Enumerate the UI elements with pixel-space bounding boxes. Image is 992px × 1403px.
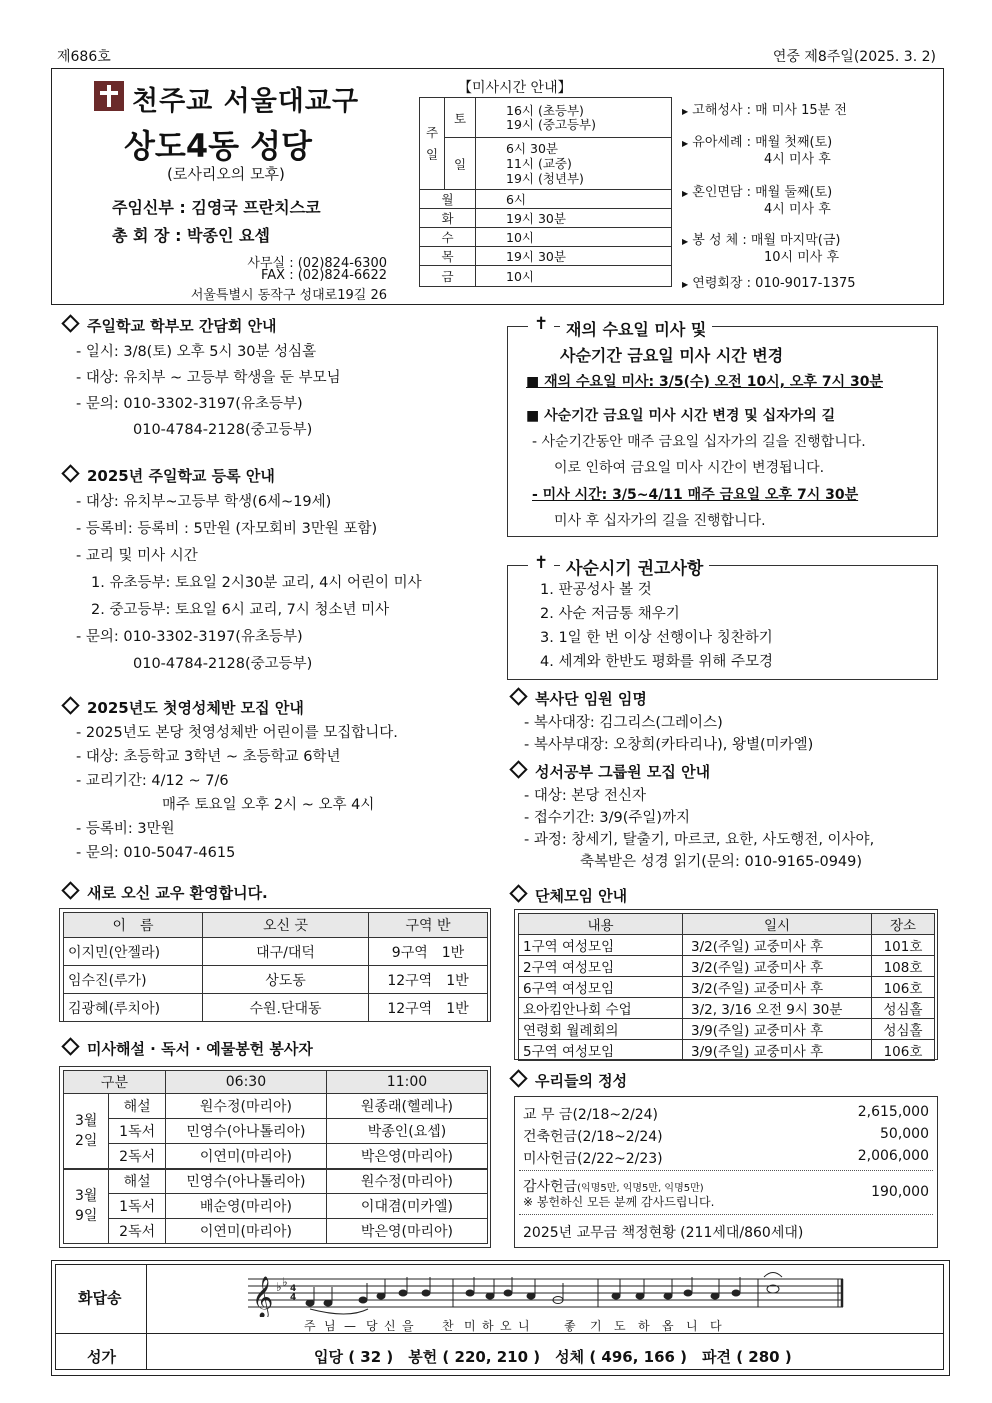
mass-day: 수 [420,228,476,247]
table-row: 3월 2일 해설 원수정(마리아) 원종래(헬레나) [64,1094,488,1119]
footer-box [51,1260,950,1376]
text-line: - 교리기간: 4/12 ~ 7/6 [76,773,229,789]
diamond-icon [61,881,79,899]
groups-table [518,913,935,1061]
section-new-members-title: 새로 오신 교우 환영합니다. [60,880,268,906]
text-line: 이로 인하여 금요일 미사 시간이 변경됩니다. [554,460,825,476]
cross-icon: ✝ [528,553,554,573]
diamond-icon [509,687,527,705]
table-row: 이지민(안젤라) 대구/대덕 9구역 1반 [64,938,488,966]
diamond-icon [509,1069,527,1087]
masthead [51,68,944,305]
table-row: 2독서 이연미(마리아) 박은영(마리아) [64,1144,488,1169]
text-line: 010-4784-2128(중고등부) [133,656,313,672]
list-item: 1. 판공성사 볼 것 [540,582,652,598]
section-title: 성서공부 그룹원 모집 안내 [535,763,711,781]
text-line: 축복받은 성경 읽기(문의: 010-9165-0949) [580,854,863,870]
info-item: ▶ 고해성사 : 매 미사 15분 전 [682,103,847,118]
text-line: - 2025년도 본당 첫영성체반 어린이를 모집합니다. [76,725,398,741]
list-item: 4. 세계와 한반도 평화를 위해 주모경 [540,654,773,670]
text-line: - 복사대장: 김그리스(그레이스) [524,715,723,731]
music-staff [248,1269,848,1317]
mass-time: 19시 (청년부) [506,171,584,186]
text-line: - 문의: 010-3302-3197(유초등부) [76,396,303,412]
table-row: 1구역 여성모임 3/2(주일) 교중미사 후 101호 [519,935,935,956]
list-item: 3. 1일 한 번 이상 선행이나 칭찬하기 [540,630,773,646]
ash-wednesday-box [507,314,938,537]
text-line: 매주 토요일 오후 2시 ~ 오후 4시 [162,797,375,813]
issue-date: 연중 제8주일(2025. 3. 2) [772,49,936,65]
section-altar-servers [508,686,938,756]
mass-time: 6시 [476,190,672,209]
text-line: - 복사부대장: 오창희(카타리나), 왕별(미카엘) [524,737,814,753]
text-line: - 대상: 초등학교 3학년 ~ 초등학교 6학년 [76,749,341,765]
new-members-table [63,912,488,1022]
section-bible-study [508,759,938,873]
text-line: - 접수기간: 3/9(주일)까지 [524,810,691,826]
church-subtitle: (로사리오의 모후) [167,165,285,183]
mass-time: 16시 (초등부) [506,102,584,118]
mass-time: 10시 [476,228,672,247]
diamond-icon [509,884,527,902]
svg-text:4: 4 [290,1293,297,1303]
table-row: 연령회 월례회의 3/9(주일) 교중미사 후 성심홀 [519,1019,935,1040]
mass-time: 19시 (중고등부) [506,116,597,132]
text-line: 미사 후 십자가의 길을 진행합니다. [554,513,766,529]
volunteers-table [63,1070,488,1244]
mass-time: 19시 30분 [476,209,672,228]
text-line: - 등록비: 등록비 : 5만원 (자모회비 3만원 포함) [76,521,378,537]
section-sunday-school [60,463,490,678]
mass-day: 목 [420,247,476,266]
divider [519,1170,933,1171]
text-line: - 대상: 본당 전신자 [524,788,646,804]
mass-day: 일 [445,138,476,190]
diamond-icon [61,464,79,482]
info-item: ▶ 혼인면담 : 매월 둘째(토) 4시 미사 후 [682,185,833,217]
address: 서울특별시 동작구 성대로19길 26 [190,288,387,303]
thanks-message: ※ 봉헌하신 모든 분께 감사드립니다. [523,1195,715,1209]
svg-text:♭: ♭ [276,1280,282,1294]
table-row: 1독서 배순영(마리아) 이대겸(미카엘) [64,1194,488,1219]
text-line: - 등록비: 3만원 [76,821,175,837]
section-parents-meeting [60,313,490,443]
text-line: - 교리 및 미사 시간 [76,548,198,564]
text-line: ■ 재의 수요일 미사: 3/5(수) 오전 10시, 오후 7시 30분 [526,374,883,390]
diocese-logo [94,81,124,111]
table-row: 2구역 여성모임 3/2(주일) 교중미사 후 108호 [519,956,935,977]
fax: FAX : (02)824-6622 [260,268,387,283]
info-item: ▶ 유아세례 : 매월 첫째(토) 4시 미사 후 [682,135,833,167]
divider [519,1214,933,1215]
pledge-status: 2025년 교무금 책정현황 (211세대/860세대) [523,1225,804,1241]
mass-day: 토 [445,98,476,138]
hymn-label: 성가 [87,1348,116,1366]
text-line: - 미사 시간: 3/5~4/11 매주 금요일 오후 7시 30분 [532,487,859,503]
offering-row: 교 무 금(2/18~2/24) 2,615,000 [523,1104,929,1123]
text-line: - 사순기간동안 매주 금요일 십자가의 길을 진행합니다. [532,434,866,450]
list-item: 2. 사순 저금통 채우기 [540,606,680,622]
text-line: 010-4784-2128(중고등부) [133,422,313,438]
text-line: - 문의: 010-5047-4615 [76,845,236,861]
section-first-communion [60,695,490,865]
sunday-label: 주일 [420,98,445,190]
table-row: 요아킴안나회 수업 3/2, 3/16 오전 9시 30분 성심홀 [519,998,935,1019]
section-offerings-title: 우리들의 정성 [508,1068,627,1094]
pastor: 주임신부 : 김영국 프란치스코 [112,198,321,217]
offering-row: 미사헌금(2/22~2/23) 2,006,000 [523,1148,929,1167]
table-header: 장소 [872,914,935,935]
psalm-label: 화답송 [78,1289,122,1307]
diamond-icon [61,696,79,714]
table-row: 6구역 여성모임 3/2(주일) 교중미사 후 106호 [519,977,935,998]
table-header: 06:30 [165,1071,326,1094]
hymn-numbers: 입당 ( 32 ) 봉헌 ( 220, 210 ) 성체 ( 496, 166 ) 파견 ( 280 ) [314,1348,792,1366]
svg-text:♭: ♭ [282,1275,288,1289]
mass-time: 10시 [476,266,672,287]
table-row: 5구역 여성모임 3/9(주일) 교중미사 후 106호 [519,1040,935,1061]
section-title: 복사단 임원 임명 [535,690,647,708]
diamond-icon [509,760,527,778]
table-header: 11:00 [326,1071,487,1094]
mass-time: 19시 30분 [476,247,672,266]
mass-time: 11시 (교중) [506,156,572,171]
table-header: 내용 [519,914,683,935]
diocese-name: 천주교 서울대교구 [132,86,360,117]
mass-day: 화 [420,209,476,228]
table-header: 이 름 [64,913,203,938]
section-title: 2025년 주일학교 등록 안내 [87,467,275,485]
mass-times-title: 【미사시간 안내】 [458,80,572,96]
section-volunteers-title: 미사해설 · 독서 · 예물봉헌 봉사자 [60,1036,313,1062]
info-list [682,103,856,293]
text-line: - 과정: 창세기, 탈출기, 마르코, 요한, 사도행전, 이사야, [524,832,875,848]
thanks-amount: 190,000 [871,1184,929,1200]
office-phone: 사무실 : (02)824-6300 [247,256,387,271]
box-title: 사순기간 금요일 미사 시간 변경 [560,346,784,365]
cross-icon: ✝ [528,314,554,334]
offering-row: 건축헌금(2/18~2/24) 50,000 [523,1126,929,1145]
text-line: 2. 중고등부: 토요일 6시 교리, 7시 청소년 미사 [91,602,390,618]
table-row: 2독서 이연미(마리아) 박은영(마리아) [64,1219,488,1244]
mass-day: 금 [420,266,476,287]
text-line: - 일시: 3/8(토) 오후 5시 30분 성심홀 [76,344,317,360]
text-line: 1. 유초등부: 토요일 2시30분 교리, 4시 어린이 미사 [91,575,422,591]
info-item: ▶ 봉 성 체 : 매월 마지막(금) 10시 미사 후 [682,233,841,265]
text-line: - 문의: 010-3302-3197(유초등부) [76,629,303,645]
info-item: ▶ 연령회장 : 010-9017-1375 [682,276,856,291]
section-groups-title: 단체모임 안내 [508,883,627,909]
text-line: - 대상: 유치부 ~ 고등부 학생을 둔 부모님 [76,370,341,386]
svg-text:4: 4 [290,1284,297,1294]
church-name: 상도4동 성당 [124,127,312,165]
table-row: 3월 9일 해설 민영수(아나톨리아) 원수정(마리아) [64,1169,488,1194]
footer-col-divider [146,1264,147,1370]
text-line: - 대상: 유치부~고등부 학생(6세~19세) [76,494,332,510]
table-row: 임수진(루가) 상도동 12구역 1반 [64,966,488,994]
box-title: 재의 수요일 미사 및 [560,317,712,340]
diamond-icon [61,1037,79,1055]
svg-text:𝄞: 𝄞 [252,1277,274,1317]
lyrics: 주 님 — 당 신 을 찬 미 하 오 니 좋 기 도 하 옵 니 다 [304,1319,722,1333]
mass-time: 6시 30분 [506,141,558,156]
section-title: 주일학교 학부모 간담회 안내 [87,317,277,335]
lent-advice-box [507,553,938,680]
table-row: 1독서 민영수(아나톨리아) 박종인(요셉) [64,1119,488,1144]
table-header: 오신 곳 [203,913,369,938]
table-header: 일시 [683,914,872,935]
president: 총 회 장 : 박종인 요셉 [112,226,270,245]
section-title: 2025년도 첫영성체반 모집 안내 [87,699,304,717]
issue-number: 제686호 [57,49,111,65]
offerings-box [514,1096,938,1248]
advice-list [540,578,773,674]
cross-seal-icon [94,81,124,111]
mass-day: 월 [420,190,476,209]
table-header: 구분 [64,1071,166,1094]
table-row: 김광혜(루치아) 수원.단대동 12구역 1반 [64,994,488,1022]
text-line: ■ 사순기간 금요일 미사 시간 변경 및 십자가의 길 [526,408,836,424]
box-title: 사순시기 권고사항 [560,554,709,579]
thanks-offering: 감사헌금(익명5만, 익명5만, 익명5만) [523,1179,704,1195]
table-header: 구역 반 [369,913,488,938]
mass-times-table [419,97,672,287]
diamond-icon [61,314,79,332]
